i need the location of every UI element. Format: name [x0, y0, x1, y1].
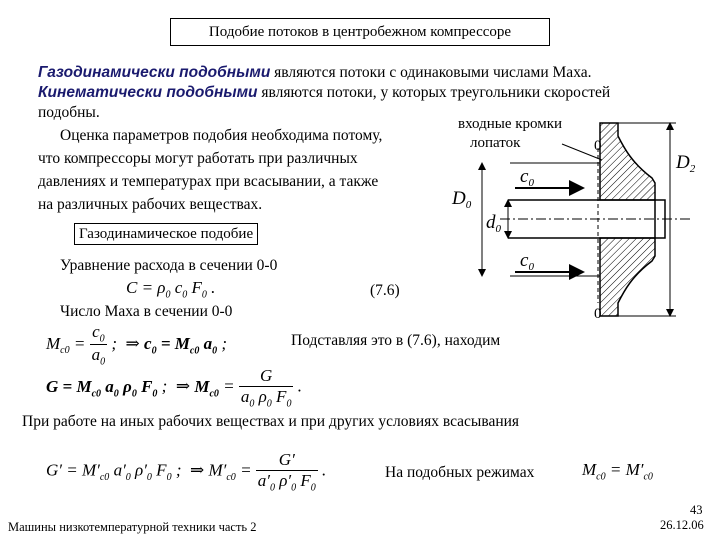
- mach-label: Число Маха в сечении 0-0: [60, 303, 233, 320]
- page-number: 43: [690, 503, 703, 517]
- para-line-3: давлениях и температурах при всасывании, а также: [38, 173, 379, 190]
- flow-equation: $C = \rho_0$ $c_0$ $F_0$ .: [126, 278, 216, 301]
- slide-date: 26.12.06: [660, 518, 704, 532]
- mach-equality: $M_{c0} = M'_{c0}$: [582, 460, 653, 483]
- footer-course-title: Машины низкотемпературной техники часть 2: [8, 520, 257, 534]
- mach-fraction: $\frac{c_0}{a_0}$: [91, 322, 106, 368]
- D0-label: $D_0$: [452, 188, 472, 211]
- impeller-diagram: [420, 108, 720, 338]
- para-line-4: на различных рабочих веществах.: [38, 196, 263, 213]
- definition-gasdynamic-text: являются потоки с одинаковыми числами Маха.: [270, 64, 592, 81]
- c0-label-bottom: $c_0$: [520, 250, 534, 273]
- term-gasdynamic: Газодинамически подобными: [38, 64, 271, 81]
- definition-kinematic-text: являются потоки, у которых треугольники скоростей: [257, 84, 611, 101]
- inlet-label-line-2: лопаток: [470, 135, 521, 151]
- equation-number: (7.6): [370, 282, 400, 299]
- definition-kinematic-end: подобны.: [38, 104, 100, 121]
- c0-label-top: $c_0$: [520, 166, 534, 189]
- term-kinematic: Кинематически подобными: [38, 84, 258, 101]
- para-line-1: Оценка параметров подобия необходима потому,: [60, 127, 383, 144]
- slide-title: Подобие потоков в центробежном компрессоре: [170, 18, 550, 46]
- mass-flow-fraction: $\frac{G}{a_0 \rho_0 F_0}$: [240, 366, 292, 410]
- inlet-label-line-1: входные кромки: [458, 116, 563, 132]
- impeller-upper-section: [600, 123, 655, 200]
- section-label-bottom: 0: [594, 306, 602, 322]
- definition-gasdynamic: [38, 63, 592, 83]
- section-label-top: 0: [594, 138, 602, 154]
- mass-flow-equation: $G = M_{c0}$ $a_0$ $\rho_0$ $F_0$ ; ⇒ $M_{c0}$ = $\frac{G}{a_0 \rho_0 F_0}$ .: [46, 366, 302, 410]
- similarity-fraction: $\frac{G'}{a'_0 \rho'_0 F_0}$: [257, 450, 316, 494]
- similarity-equation: $G' = M'_{c0}$ $a'_0$ $\rho'_0$ $F_0$ ; ⇒ $M'_{c0}$ = $\frac{G'}{a'_0 \rho'_0 F_0}$ .: [46, 450, 327, 494]
- mach-equation: $M_{c0}$ = $\frac{c_0}{a_0}$ ; ⇒ $c_0 = M_{c0}$ $a_0$ ;: [46, 322, 227, 368]
- impeller-lower-section: [600, 238, 655, 316]
- definition-kinematic: [38, 83, 610, 103]
- D2-label: $D_2$: [676, 152, 696, 175]
- similar-modes-text: На подобных режимах: [385, 464, 535, 481]
- substituting-text: Подставляя это в (7.6), находим: [291, 332, 501, 349]
- d0-label: $d_0$: [486, 212, 501, 235]
- section-heading: Газодинамическое подобие: [74, 223, 258, 245]
- other-conditions-text: При работе на иных рабочих веществах и при других условиях всасывания: [22, 413, 520, 430]
- para-line-2: что компрессоры могут работать при различных: [38, 150, 358, 167]
- flow-equation-label: Уравнение расхода в сечении 0-0: [60, 257, 278, 274]
